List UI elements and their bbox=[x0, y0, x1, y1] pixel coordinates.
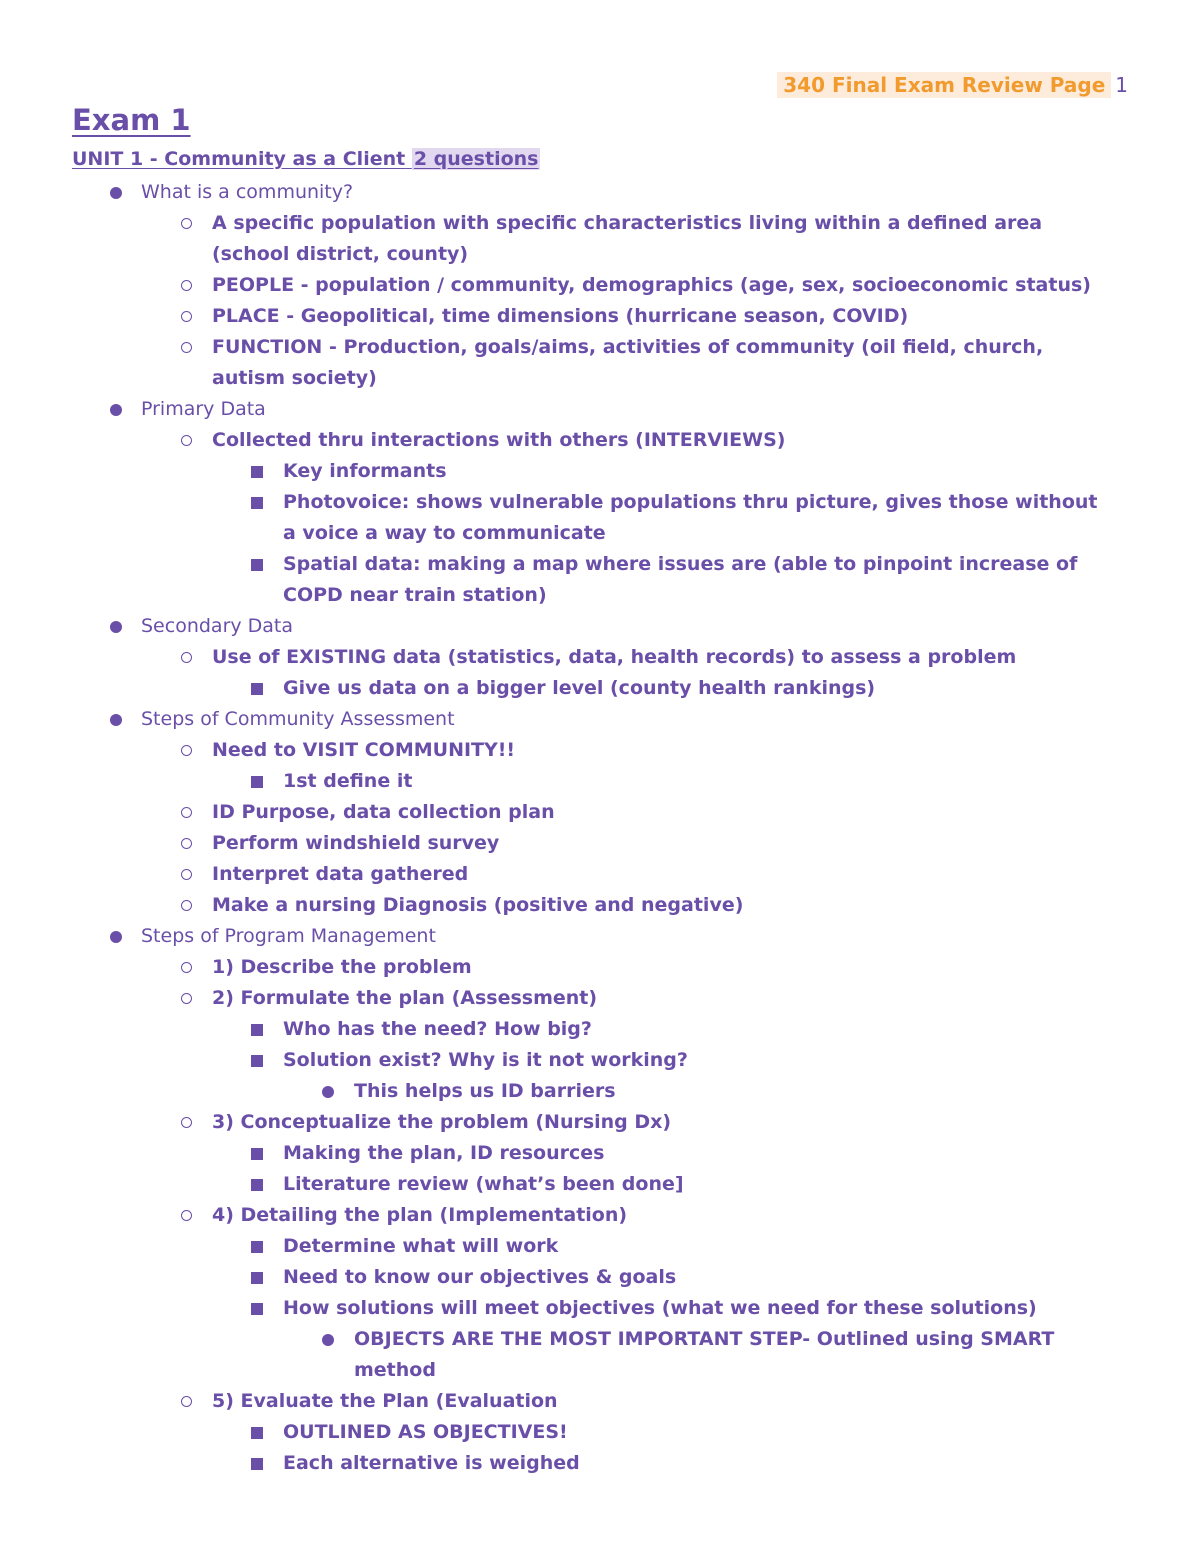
circle-bullet-icon bbox=[178, 983, 194, 1014]
outline-item-level-4 bbox=[72, 1355, 1142, 1386]
disc-bullet-icon bbox=[320, 1076, 336, 1107]
unit-heading bbox=[72, 148, 540, 170]
outline-item-text: Interpret data gathered bbox=[212, 863, 469, 885]
outline-item-text: This helps us ID barriers bbox=[354, 1080, 616, 1102]
outline-item-level-2 bbox=[72, 983, 1142, 1014]
square-bullet-icon bbox=[249, 1448, 265, 1479]
square-bullet-icon bbox=[249, 766, 265, 797]
disc-bullet-icon bbox=[108, 394, 124, 425]
square-bullet-icon bbox=[249, 1231, 265, 1262]
outline-item-level-1 bbox=[72, 611, 1142, 642]
outline-item-level-2 bbox=[72, 239, 1142, 270]
outline-item-text: Each alternative is weighed bbox=[283, 1452, 580, 1474]
outline-item-level-2 bbox=[72, 828, 1142, 859]
circle-bullet-icon bbox=[178, 1107, 194, 1138]
circle-bullet-icon bbox=[178, 1386, 194, 1417]
outline-item-text: method bbox=[354, 1359, 436, 1381]
square-bullet-icon bbox=[249, 456, 265, 487]
outline-item-text: Use of EXISTING data (statistics, data, health records) to assess a problem bbox=[212, 646, 1017, 668]
outline-item-level-2 bbox=[72, 332, 1142, 363]
outline-item-text: OUTLINED AS OBJECTIVES! bbox=[283, 1421, 568, 1443]
outline-item-level-4 bbox=[72, 1076, 1142, 1107]
outline-item-text: Need to know our objectives & goals bbox=[283, 1266, 677, 1288]
outline-item-text: Photovoice: shows vulnerable populations thru picture, gives those without bbox=[283, 491, 1098, 513]
outline-item-text: A specific population with specific characteristics living within a defined area bbox=[212, 212, 1043, 234]
outline-item-text: COPD near train station) bbox=[283, 584, 547, 606]
outline-item-level-3 bbox=[72, 487, 1142, 518]
disc-bullet-icon bbox=[108, 611, 124, 642]
outline-item-level-2 bbox=[72, 363, 1142, 394]
outline-item-text: Collected thru interactions with others (INTERVIEWS) bbox=[212, 429, 786, 451]
circle-bullet-icon bbox=[178, 1200, 194, 1231]
disc-bullet-icon bbox=[108, 177, 124, 208]
circle-bullet-icon bbox=[178, 208, 194, 239]
outline-item-text: Need to VISIT COMMUNITY!! bbox=[212, 739, 516, 761]
outline-item-level-3 bbox=[72, 518, 1142, 549]
page-header bbox=[777, 72, 1128, 98]
square-bullet-icon bbox=[249, 1293, 265, 1324]
circle-bullet-icon bbox=[178, 797, 194, 828]
outline-item-level-3 bbox=[72, 1169, 1142, 1200]
circle-bullet-icon bbox=[178, 270, 194, 301]
outline-item-level-3 bbox=[72, 1293, 1142, 1324]
square-bullet-icon bbox=[249, 487, 265, 518]
square-bullet-icon bbox=[249, 1045, 265, 1076]
circle-bullet-icon bbox=[178, 332, 194, 363]
square-bullet-icon bbox=[249, 1169, 265, 1200]
outline-item-text: Steps of Community Assessment bbox=[141, 708, 455, 730]
outline-item-text: Determine what will work bbox=[283, 1235, 559, 1257]
unit-title: UNIT 1 - Community as a Client bbox=[72, 148, 406, 170]
square-bullet-icon bbox=[249, 1138, 265, 1169]
outline-item-text: OBJECTS ARE THE MOST IMPORTANT STEP- Outlined using SMART bbox=[354, 1328, 1055, 1350]
outline-item-level-3 bbox=[72, 580, 1142, 611]
outline-item-text: 2) Formulate the plan (Assessment) bbox=[212, 987, 598, 1009]
outline-item-level-1 bbox=[72, 704, 1142, 735]
outline-item-text: (school district, county) bbox=[212, 243, 469, 265]
outline-item-level-2 bbox=[72, 1386, 1142, 1417]
unit-question-count: 2 questions bbox=[413, 148, 539, 170]
disc-bullet-icon bbox=[108, 921, 124, 952]
square-bullet-icon bbox=[249, 549, 265, 580]
outline-item-level-3 bbox=[72, 1045, 1142, 1076]
outline-item-level-2 bbox=[72, 270, 1142, 301]
circle-bullet-icon bbox=[178, 735, 194, 766]
outline-item-level-3 bbox=[72, 1231, 1142, 1262]
outline-item-level-3 bbox=[72, 1138, 1142, 1169]
outline-item-level-3 bbox=[72, 1014, 1142, 1045]
outline-item-level-2 bbox=[72, 952, 1142, 983]
outline-item-text: 4) Detailing the plan (Implementation) bbox=[212, 1204, 628, 1226]
outline-item-level-1 bbox=[72, 177, 1142, 208]
outline-item-text: How solutions will meet objectives (what we need for these solutions) bbox=[283, 1297, 1037, 1319]
circle-bullet-icon bbox=[178, 859, 194, 890]
header-title: 340 Final Exam Review Page bbox=[777, 72, 1111, 98]
outline-item-level-2 bbox=[72, 890, 1142, 921]
outline-item-level-3 bbox=[72, 549, 1142, 580]
outline-item-level-2 bbox=[72, 735, 1142, 766]
outline-item-level-2 bbox=[72, 301, 1142, 332]
outline-item-text: Key informants bbox=[283, 460, 447, 482]
outline-item-level-2 bbox=[72, 208, 1142, 239]
outline-item-level-1 bbox=[72, 921, 1142, 952]
outline-item-text: a voice a way to communicate bbox=[283, 522, 606, 544]
outline-item-text: What is a community? bbox=[141, 181, 354, 203]
outline-item-level-2 bbox=[72, 859, 1142, 890]
outline-item-level-3 bbox=[72, 1417, 1142, 1448]
outline-item-level-3 bbox=[72, 673, 1142, 704]
outline-item-text: Steps of Program Management bbox=[141, 925, 436, 947]
outline-item-level-3 bbox=[72, 1448, 1142, 1479]
outline-item-text: Secondary Data bbox=[141, 615, 294, 637]
square-bullet-icon bbox=[249, 1417, 265, 1448]
outline-item-text: Literature review (what’s been done] bbox=[283, 1173, 684, 1195]
outline-item-level-3 bbox=[72, 1262, 1142, 1293]
outline-item-text: Perform windshield survey bbox=[212, 832, 500, 854]
disc-bullet-icon bbox=[108, 704, 124, 735]
square-bullet-icon bbox=[249, 1014, 265, 1045]
outline-item-text: 3) Conceptualize the problem (Nursing Dx) bbox=[212, 1111, 672, 1133]
outline-item-text: Give us data on a bigger level (county health rankings) bbox=[283, 677, 876, 699]
circle-bullet-icon bbox=[178, 952, 194, 983]
disc-bullet-icon bbox=[320, 1324, 336, 1355]
outline-item-level-3 bbox=[72, 456, 1142, 487]
outline-item-level-3 bbox=[72, 766, 1142, 797]
outline-item-text: Primary Data bbox=[141, 398, 266, 420]
outline-item-text: PLACE - Geopolitical, time dimensions (hurricane season, COVID) bbox=[212, 305, 909, 327]
outline-item-text: FUNCTION - Production, goals/aims, activities of community (oil field, church, bbox=[212, 336, 1044, 358]
outline-item-text: Make a nursing Diagnosis (positive and negative) bbox=[212, 894, 744, 916]
outline-item-text: PEOPLE - population / community, demographics (age, sex, socioeconomic status) bbox=[212, 274, 1091, 296]
outline-item-text: Who has the need? How big? bbox=[283, 1018, 592, 1040]
outline-item-level-4 bbox=[72, 1324, 1142, 1355]
outline-item-text: 1st define it bbox=[283, 770, 413, 792]
outline-item-level-2 bbox=[72, 1107, 1142, 1138]
outline-item-text: 5) Evaluate the Plan (Evaluation bbox=[212, 1390, 558, 1412]
circle-bullet-icon bbox=[178, 425, 194, 456]
outline-item-text: autism society) bbox=[212, 367, 377, 389]
outline-item-text: 1) Describe the problem bbox=[212, 956, 472, 978]
exam-title: Exam 1 bbox=[72, 103, 191, 137]
circle-bullet-icon bbox=[178, 828, 194, 859]
outline-item-level-1 bbox=[72, 394, 1142, 425]
outline-item-level-2 bbox=[72, 797, 1142, 828]
outline-item-text: Solution exist? Why is it not working? bbox=[283, 1049, 688, 1071]
outline-item-text: ID Purpose, data collection plan bbox=[212, 801, 555, 823]
outline-item-level-2 bbox=[72, 642, 1142, 673]
circle-bullet-icon bbox=[178, 890, 194, 921]
square-bullet-icon bbox=[249, 673, 265, 704]
circle-bullet-icon bbox=[178, 642, 194, 673]
outline-item-level-2 bbox=[72, 425, 1142, 456]
page-number: 1 bbox=[1115, 73, 1128, 97]
circle-bullet-icon bbox=[178, 301, 194, 332]
review-outline bbox=[72, 177, 1142, 1479]
square-bullet-icon bbox=[249, 1262, 265, 1293]
outline-item-level-2 bbox=[72, 1200, 1142, 1231]
outline-item-text: Making the plan, ID resources bbox=[283, 1142, 605, 1164]
outline-item-text: Spatial data: making a map where issues are (able to pinpoint increase of bbox=[283, 553, 1078, 575]
